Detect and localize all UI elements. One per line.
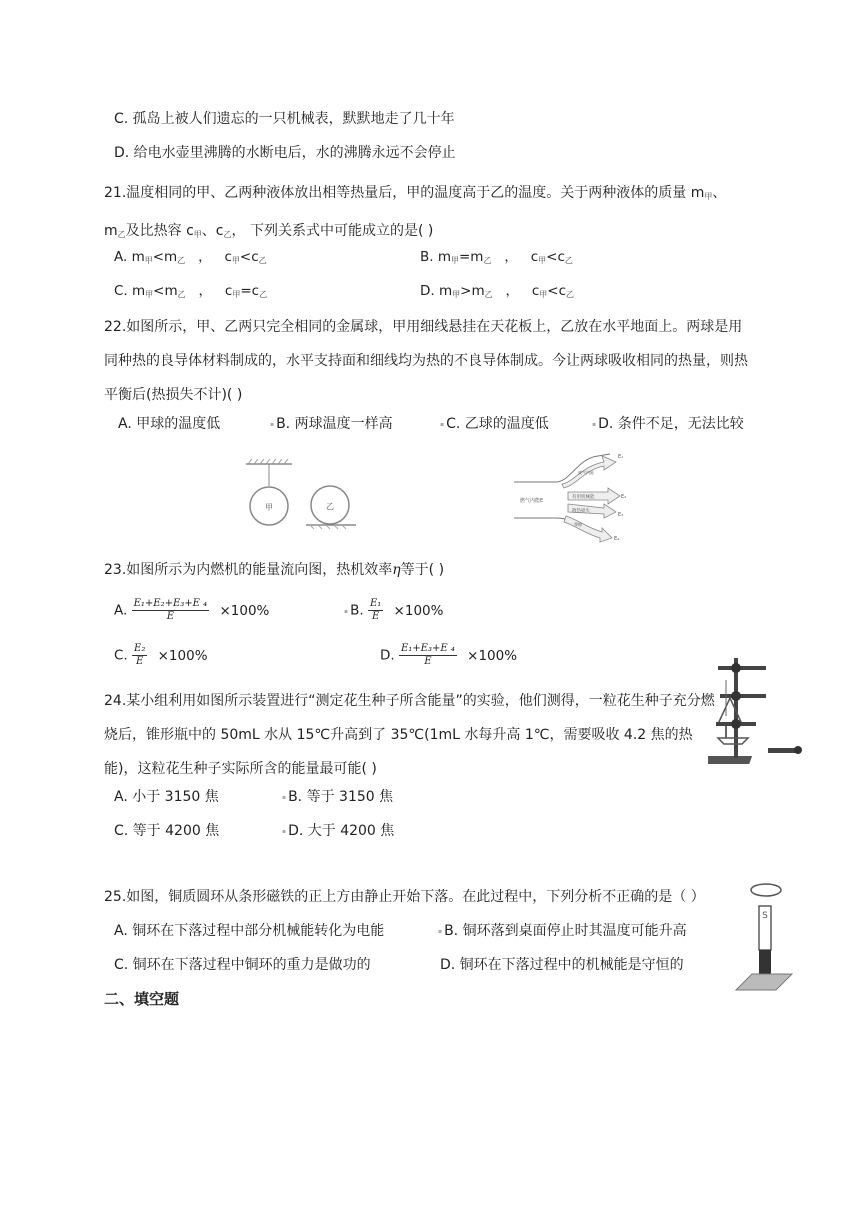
- q24-option-b: ▪ B. 等于 3150 焦: [282, 789, 394, 805]
- flow-e4-label: E₄: [614, 536, 620, 542]
- q23-stem: 23.如图所示为内燃机的能量流向图，热机效率η等于( ): [104, 562, 445, 578]
- q24-option-a: A. 小于 3150 焦: [114, 789, 219, 805]
- q23-option-c: C. $\frac{\text{E₂}}{E}$ ×100%: [114, 643, 208, 667]
- q23-option-b: ▪ B. $\frac{\text{E₁}}{E}$ ×100%: [344, 598, 444, 622]
- ball-jia-label: 甲: [265, 503, 273, 512]
- q25-figure-magnet: [728, 878, 800, 998]
- magnet-pole-label: S: [762, 911, 768, 921]
- q22-option-a: A. 甲球的温度低: [118, 416, 221, 432]
- q25-option-b: ▪ B. 铜环落到桌面停止时其温度可能升高: [438, 923, 687, 939]
- flow-b1-label: 废气内能: [578, 470, 594, 475]
- q21-option-b: B. $m_甲=m_乙$ ， $c_甲<c_乙$: [420, 249, 573, 265]
- q24-stem: 24.某小组利用如图所示装置进行“测定花生种子所含能量”的实验，他们测得，一粒花生种子充分燃烧后，锥形瓶中的 50mL 水从 15℃升高到了 35℃(1mL 水每升高 1℃，需要吸收 4.2 焦的热能)，这粒花生种子实际所含的能量最可能( ): [104, 693, 715, 777]
- flow-e3-label: E₃: [618, 512, 624, 518]
- q23-option-a: A. $\frac{\text{E₁+E₂+E₃+E ₄}}{E}$ ×100%: [114, 598, 270, 622]
- section-heading-fill-in: 二、填空题: [104, 990, 180, 1008]
- q25-option-c: C. 铜环在下落过程中铜环的重力是做功的: [114, 957, 371, 973]
- q22-figure-balls: [238, 458, 370, 530]
- q21-option-c: C. $m_甲<m_乙$ ， $c_甲=c_乙$: [114, 283, 268, 299]
- option-c-fraction: $\frac{\text{E₂}}{E}$: [134, 643, 146, 667]
- q22-stem: 22.如图所示，甲、乙两只完全相同的金属球，甲用细线悬挂在天花板上，乙放在水平地面上。两球是用同种热的良导体材料制成的，水平支持面和细线均为热的不良导体制成。今让两球吸收相同的热量，则热平衡后(热损失不计)( ): [104, 319, 748, 403]
- q21-option-a: A. $m_甲<m_乙$ ， $c_甲<c_乙$: [114, 249, 267, 265]
- q23-figure-energy-flow: [512, 444, 632, 544]
- q24-figure-apparatus: [708, 652, 808, 776]
- option-a-fraction: $\frac{\text{E₁+E₂+E₃+E ₄}}{E}$: [133, 598, 208, 622]
- q23-option-d: D. $\frac{\text{E₁+E₃+E ₄}}{E}$ ×100%: [380, 643, 518, 667]
- q20-option-d: D. 给电水壶里沸腾的水断电后，水的沸腾永远不会停止: [114, 145, 456, 161]
- q25-option-d: D. 铜环在下落过程中的机械能是守恒的: [440, 957, 684, 973]
- flow-e1-label: E₁: [618, 454, 624, 460]
- q24-option-c: C. 等于 4200 焦: [114, 823, 220, 839]
- q22-option-b: ▪ B. 两球温度一样高: [270, 416, 393, 432]
- flow-e2-label: E₂: [621, 494, 627, 500]
- flow-b4-label: 摩擦: [574, 522, 582, 527]
- option-b-fraction: $\frac{\text{E₁}}{E}$: [369, 598, 382, 622]
- flow-b3-label: 散热损失: [572, 509, 590, 514]
- flow-b2-label: 有用机械能: [572, 495, 595, 500]
- q24-option-d: ▪ D. 大于 4200 焦: [282, 823, 395, 839]
- q20-option-c: C. 孤岛上被人们遗忘的一只机械表，默默地走了几十年: [114, 111, 455, 127]
- q22-option-d: ▪ D. 条件不足，无法比较: [592, 416, 744, 432]
- flow-input-label: 燃气内能E: [520, 498, 544, 504]
- option-d-fraction: $\frac{\text{E₁+E₃+E ₄}}{E}$: [400, 643, 455, 667]
- q21-option-d: D. $m_甲>m_乙$ ， $c_甲<c_乙$: [420, 283, 575, 299]
- q21-stem: 21.温度相同的甲、乙两种液体放出相等热量后，甲的温度高于乙的温度。关于两种液体的质量 $m_甲$、 $m_乙$及比热容 $c_甲$、$c_乙$， 下列关系式中可能成立的是( ): [104, 185, 727, 239]
- ball-yi-label: 乙: [326, 502, 334, 511]
- q25-stem: 25.如图，铜质圆环从条形磁铁的正上方由静止开始下落。在此过程中，下列分析不正确的是（ ）: [104, 889, 705, 905]
- q25-option-a: A. 铜环在下落过程中部分机械能转化为电能: [114, 923, 385, 939]
- q22-option-c: ▪ C. 乙球的温度低: [440, 416, 549, 432]
